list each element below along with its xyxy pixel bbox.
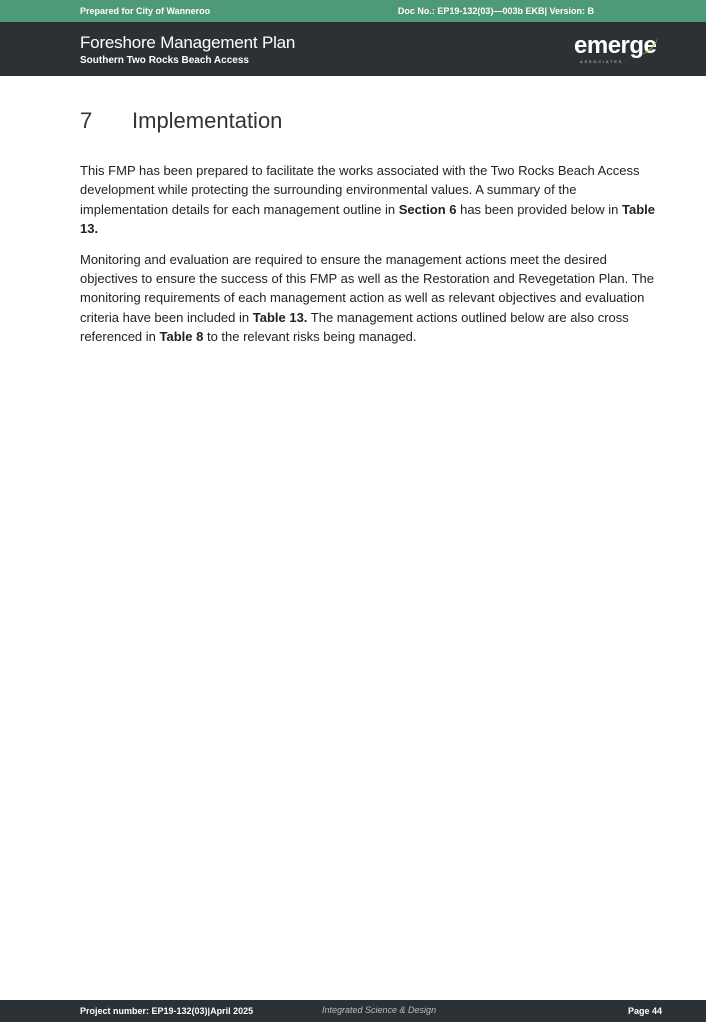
page-number: Page 44 bbox=[627, 1006, 662, 1016]
body-text bbox=[80, 161, 660, 358]
doc-number-text: Doc No.: EP19-132(03)—003b EKB| Version: B bbox=[397, 6, 594, 16]
table-13-reference-2: Table 13. bbox=[252, 309, 308, 325]
paragraph-1-text-cont: has been provided below in bbox=[456, 201, 622, 217]
section-number: 7 bbox=[80, 108, 93, 133]
paragraph-1 bbox=[80, 161, 660, 239]
table-13-reference: Table 13. bbox=[80, 201, 655, 237]
section-heading bbox=[80, 108, 282, 134]
paragraph-2 bbox=[80, 250, 660, 347]
document-title: Foreshore Management Plan bbox=[80, 33, 296, 52]
paragraph-2-text-end: to the relevant risks being managed. bbox=[203, 329, 417, 345]
footer-slogan: Integrated Science & Design bbox=[322, 1005, 437, 1015]
table-8-reference: Table 8 bbox=[159, 329, 204, 345]
logo-swoosh-icon bbox=[636, 35, 662, 59]
prepared-for-text: Prepared for City of Wanneroo bbox=[80, 6, 211, 16]
emerge-logo bbox=[574, 32, 664, 66]
logo-tagline: ASSOCIATES bbox=[580, 59, 624, 64]
project-number-text: Project number: EP19-132(03)|April 2025 bbox=[80, 1006, 254, 1016]
logo-wordmark: emerge bbox=[574, 32, 657, 59]
section-title: Implementation bbox=[132, 108, 283, 133]
header-band bbox=[0, 22, 706, 76]
paragraph-2-text: Monitoring and evaluation are required to ensure the management actions meet the desired objectives to ensure the success of this FMP as well as the Restoration and Revegetation Plan. The monitoring requirements of each management action as well as relevant objectives and evaluation criteria have been included in bbox=[80, 251, 654, 325]
document-subtitle: Southern Two Rocks Beach Access bbox=[80, 55, 249, 66]
footer-band bbox=[0, 1000, 706, 1022]
section-6-reference: Section 6 bbox=[398, 201, 457, 217]
top-strip bbox=[0, 0, 706, 22]
paragraph-1-text: This FMP has been prepared to facilitate the works associated with the Two Rocks Beach Access development while protecting the surrounding environmental values. A summary of the implementation details for each management outline in bbox=[80, 163, 640, 217]
paragraph-2-text-cont: The management actions outlined below are also cross referenced in bbox=[80, 309, 629, 345]
